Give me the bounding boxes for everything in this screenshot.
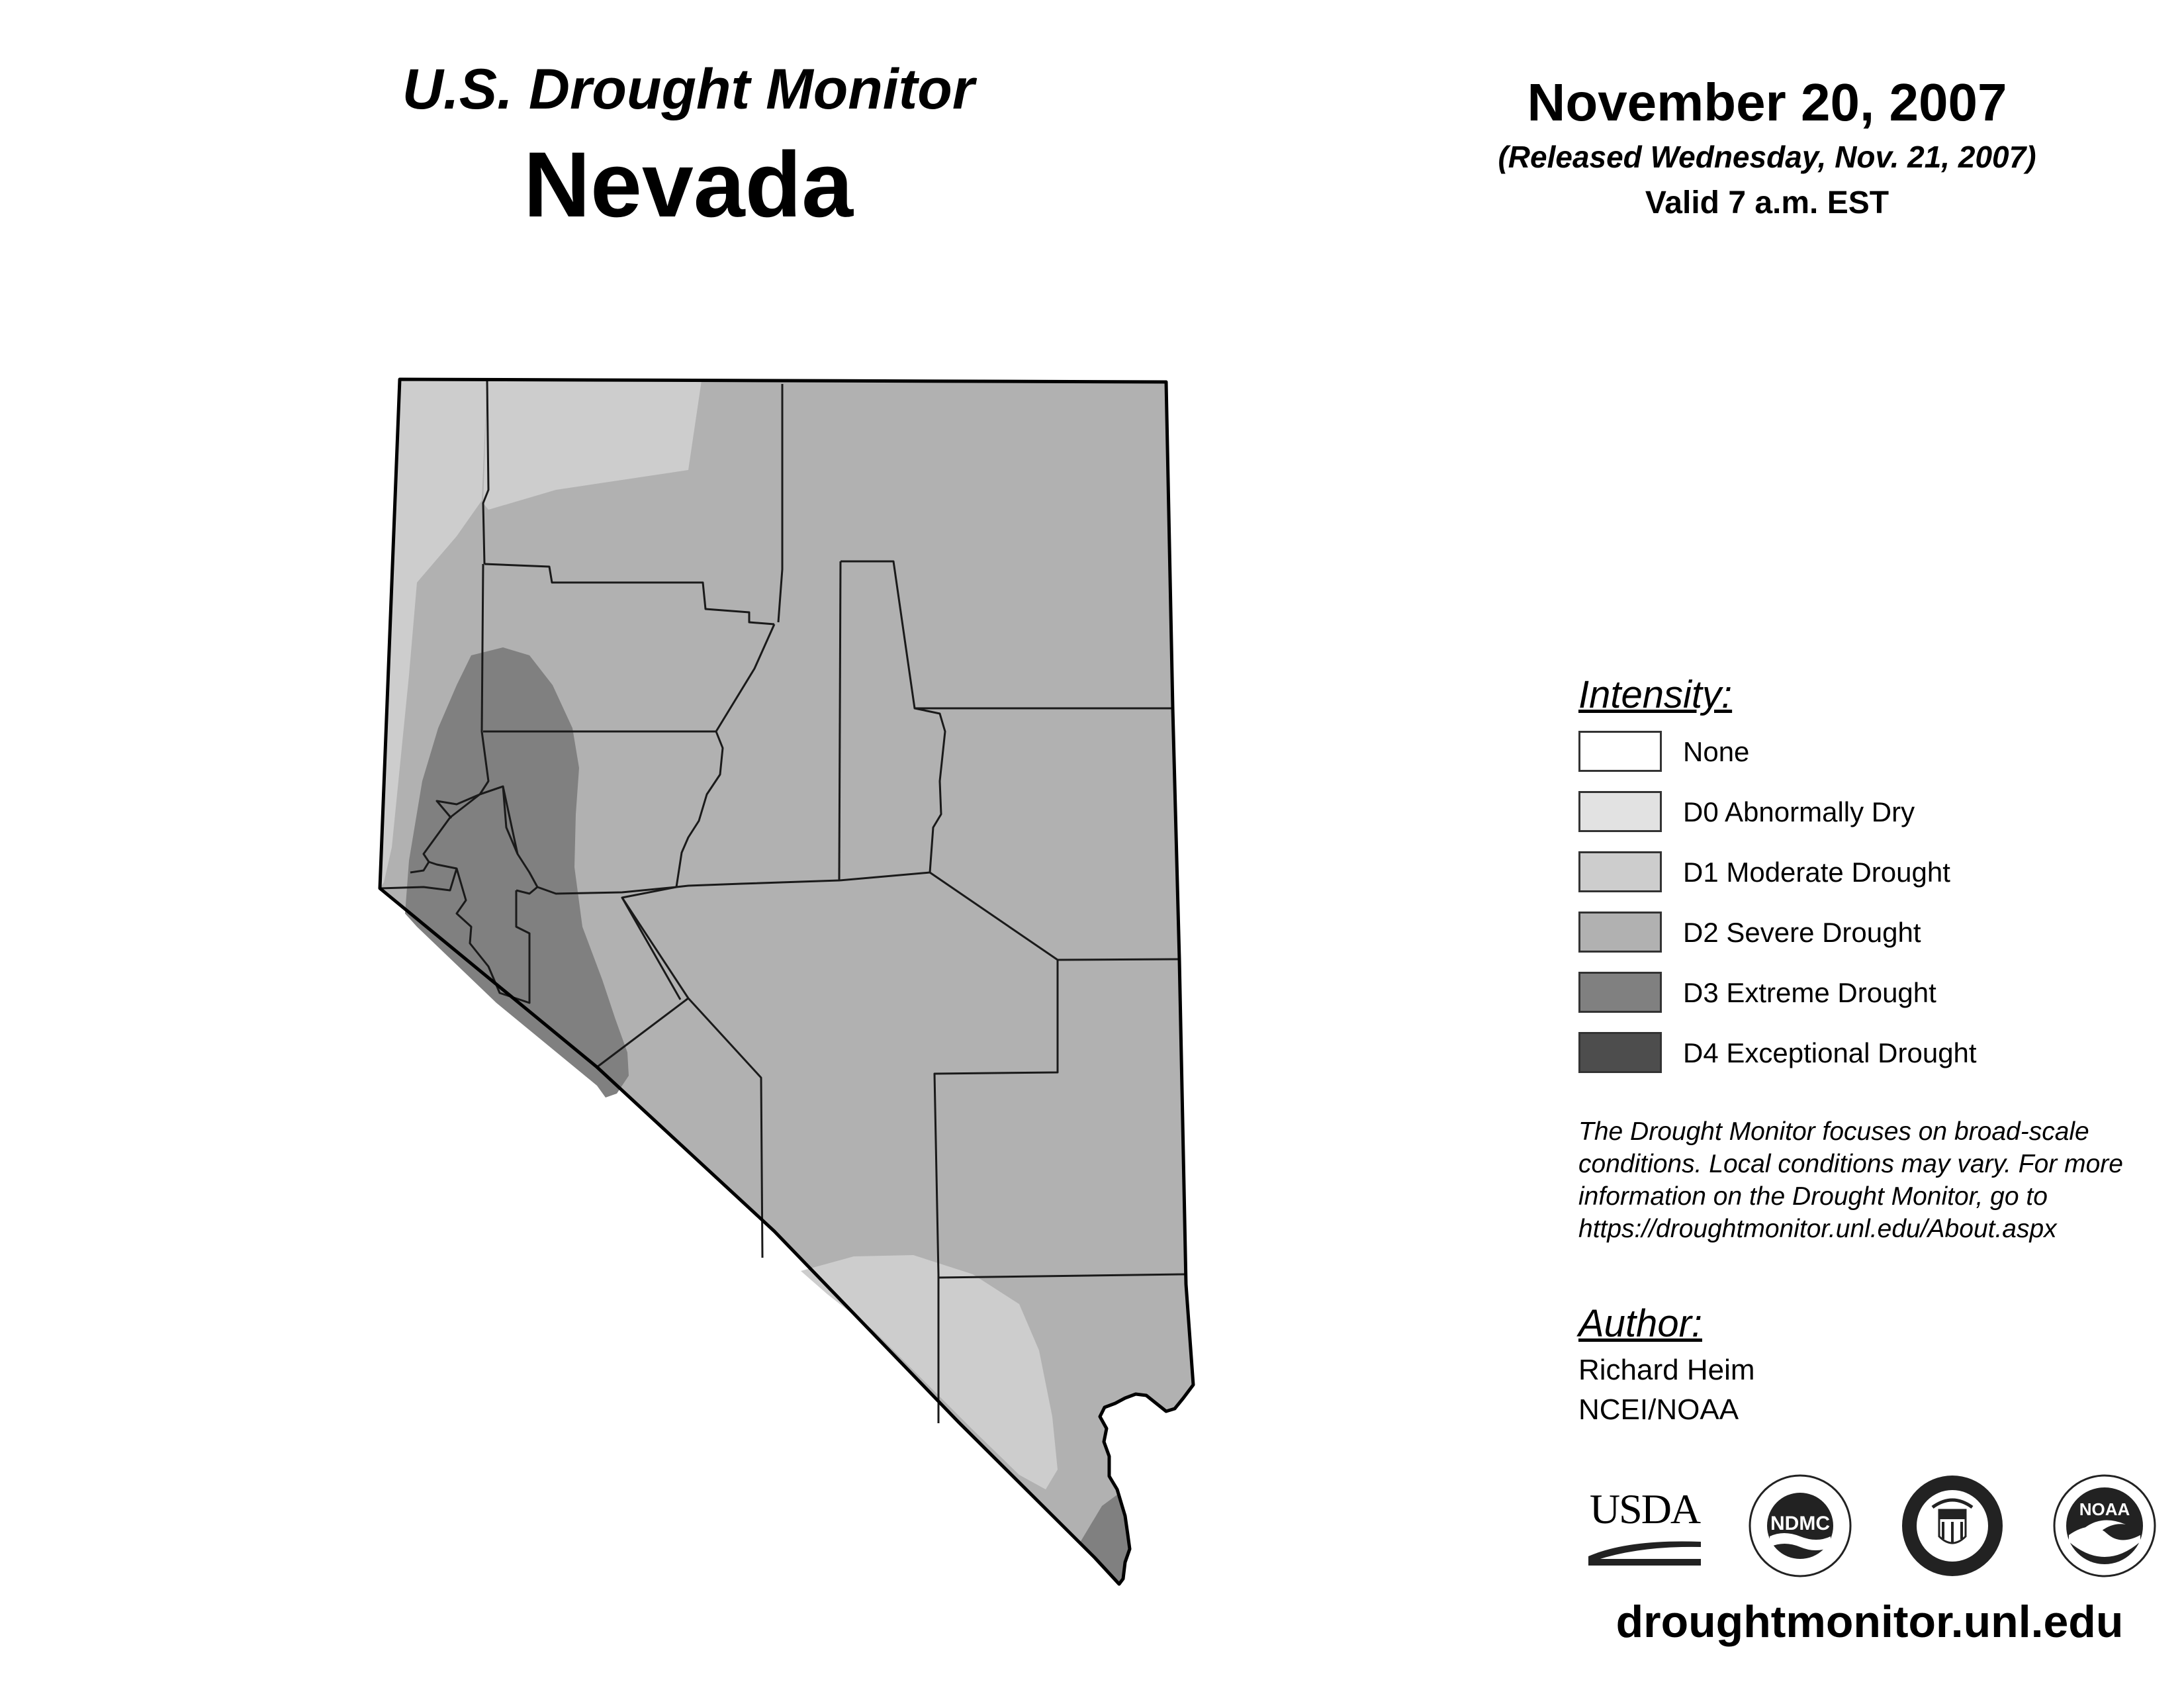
author-block	[1578, 1297, 2108, 1430]
noaa-logo-text: NOAA	[2079, 1499, 2130, 1519]
map-date: November 20, 2007	[1527, 73, 2007, 132]
legend-item-none	[1578, 722, 2161, 782]
legend-item-d4	[1578, 1023, 2161, 1083]
partner-logos	[1588, 1473, 2171, 1585]
legend-swatch	[1578, 1032, 1662, 1073]
usda-bars-icon	[1588, 1536, 1701, 1566]
author-heading: Author:	[1578, 1302, 1702, 1345]
legend-label: None	[1683, 736, 1750, 767]
product-title: U.S. Drought Monitor	[402, 58, 975, 121]
disclaimer-text: The Drought Monitor focuses on broad-scale conditions. Local conditions may vary. For more information on the Drought Monitor, go to https://droughtmonitor.unl.edu/About.aspx	[1578, 1117, 2123, 1243]
legend-swatch	[1578, 851, 1662, 892]
legend	[1578, 669, 2161, 1083]
legend-label: D2 Severe Drought	[1683, 917, 1921, 948]
legend-swatch	[1578, 972, 1662, 1013]
department-of-commerce-seal-icon	[1899, 1473, 2005, 1579]
usda-logo-text: USDA	[1589, 1485, 1700, 1532]
legend-item-d2	[1578, 902, 2161, 962]
legend-heading: Intensity:	[1578, 673, 1733, 716]
legend-item-d3	[1578, 962, 2161, 1023]
state-name: Nevada	[523, 132, 854, 236]
legend-swatch	[1578, 912, 1662, 953]
legend-label: D1 Moderate Drought	[1683, 857, 1950, 888]
ndmc-logo	[1747, 1473, 1853, 1579]
legend-label: D0 Abnormally Dry	[1683, 796, 1915, 827]
legend-swatch	[1578, 791, 1662, 832]
noaa-logo	[2052, 1473, 2158, 1579]
valid-time: Valid 7 a.m. EST	[1645, 185, 1889, 220]
legend-swatch	[1578, 731, 1662, 772]
usda-logo	[1588, 1486, 1701, 1566]
legend-item-d1	[1578, 842, 2161, 902]
author-org: NCEI/NOAA	[1578, 1393, 1739, 1426]
release-date: (Released Wednesday, Nov. 21, 2007)	[1498, 140, 2036, 174]
legend-item-d0	[1578, 782, 2161, 842]
site-url[interactable]: droughtmonitor.unl.edu	[1615, 1597, 2124, 1647]
legend-label: D4 Exceptional Drought	[1683, 1037, 1977, 1068]
author-name: Richard Heim	[1578, 1354, 1755, 1386]
legend-label: D3 Extreme Drought	[1683, 977, 1936, 1008]
ndmc-logo-text: NDMC	[1770, 1513, 1830, 1534]
